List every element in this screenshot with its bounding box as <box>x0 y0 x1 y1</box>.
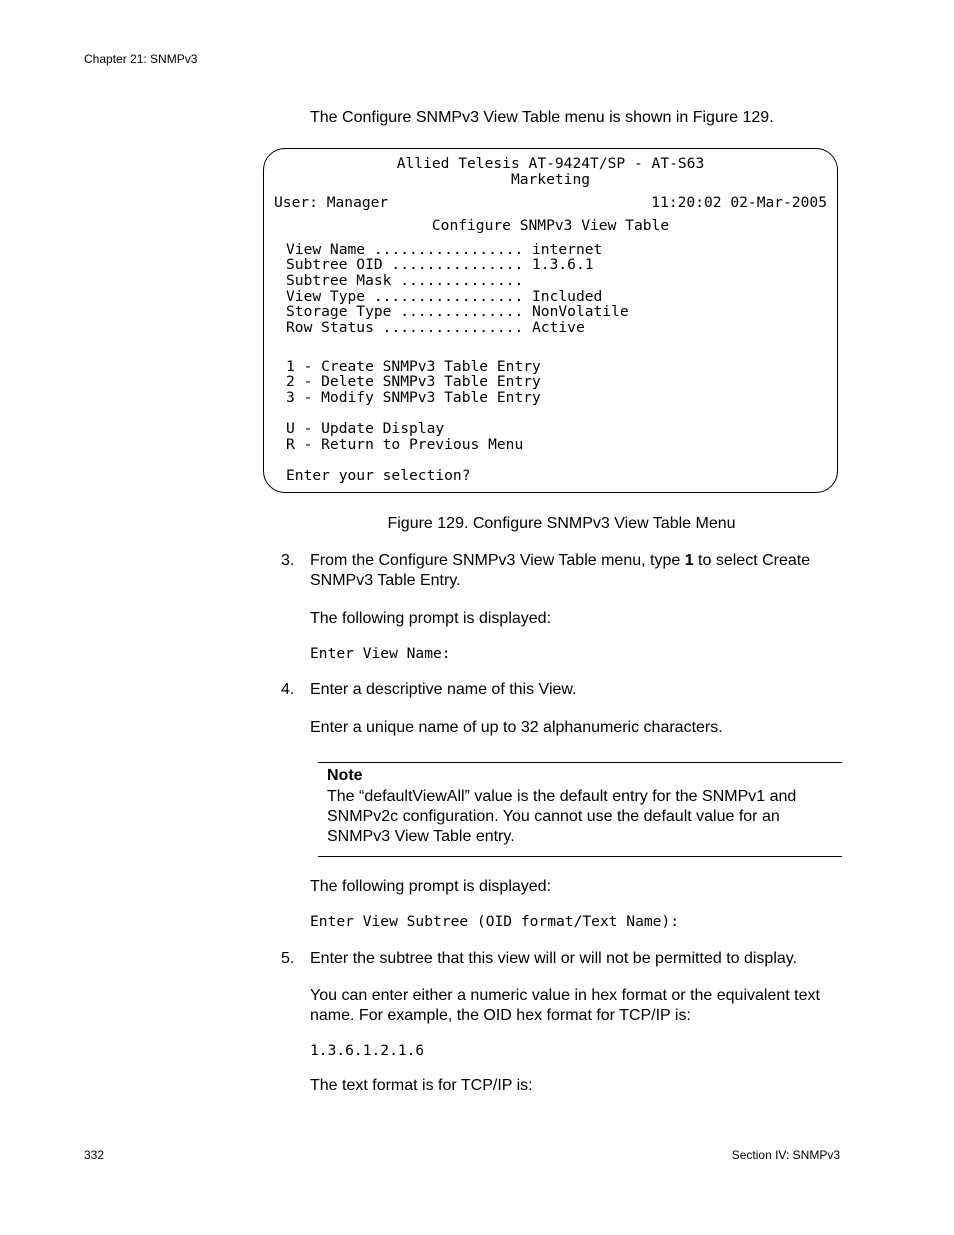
figure-caption: Figure 129. Configure SNMPv3 View Table Menu <box>387 515 736 532</box>
field-subtree-oid: Subtree OID ............... 1.3.6.1 <box>286 256 594 273</box>
section-footer: Section IV: SNMPv3 <box>731 1148 840 1162</box>
code-oid-example: 1.3.6.1.2.1.6 <box>310 1042 425 1059</box>
field-view-type: View Type ................. Included <box>286 288 603 305</box>
intro-paragraph: The Configure SNMPv3 View Table menu is shown in Figure 129. <box>310 109 774 126</box>
step-4-detail: Enter a unique name of up to 32 alphanumeric characters. <box>310 719 723 736</box>
step-4-number: 4. <box>281 681 295 698</box>
screen-title: Configure SNMPv3 View Table <box>431 217 670 234</box>
step-4-text: Enter a descriptive name of this View. <box>310 681 577 698</box>
note-bottom-rule <box>318 856 842 857</box>
note-text: The “defaultViewAll” value is the default entry for the SNMPv1 and SNMPv2c configuration. You cannot use the default value for an SNMPv3 View Table entry. <box>327 788 797 845</box>
menu-option-return[interactable]: R - Return to Previous Menu <box>286 436 524 453</box>
note-title: Note <box>327 767 363 784</box>
terminal-screen <box>263 148 838 493</box>
screen-datetime: 11:20:02 02-Mar-2005 <box>651 194 827 211</box>
note-top-rule <box>318 762 842 763</box>
step-3-text-pre: From the Configure SNMPv3 View Table menu, type <box>310 552 685 569</box>
code-enter-view-subtree: Enter View Subtree (OID format/Text Name): <box>310 913 680 930</box>
step-3-text <box>310 551 845 591</box>
field-subtree-mask: Subtree Mask .............. <box>286 272 524 289</box>
field-storage-type: Storage Type .............. NonVolatile <box>286 303 629 320</box>
step-3-number: 3. <box>281 552 295 569</box>
selection-prompt[interactable]: Enter your selection? <box>286 467 471 484</box>
screen-location: Marketing <box>510 171 591 188</box>
text-format-line: The text format is for TCP/IP is: <box>310 1077 533 1094</box>
page-number: 332 <box>84 1148 105 1162</box>
chapter-header: Chapter 21: SNMPv3 <box>84 52 198 66</box>
step-3-key: 1 <box>684 552 694 569</box>
menu-option-modify[interactable]: 3 - Modify SNMPv3 Table Entry <box>286 389 541 406</box>
step-5-detail: You can enter either a numeric value in hex format or the equivalent text name. For example, the OID hex format for TCP/IP is: <box>310 987 820 1024</box>
prompt-displayed-2: The following prompt is displayed: <box>310 878 552 895</box>
screen-company: Allied Telesis AT-9424T/SP - AT-S63 <box>396 155 705 172</box>
screen-user: User: Manager <box>274 194 389 211</box>
menu-option-create[interactable]: 1 - Create SNMPv3 Table Entry <box>286 358 541 375</box>
field-view-name: View Name ................. internet <box>286 241 603 258</box>
step-5-number: 5. <box>281 950 295 967</box>
prompt-displayed-1: The following prompt is displayed: <box>310 610 552 627</box>
code-enter-view-name: Enter View Name: <box>310 645 451 662</box>
menu-option-delete[interactable]: 2 - Delete SNMPv3 Table Entry <box>286 373 541 390</box>
step-3-text-post: to select Create SNMPv3 Table Entry. <box>310 552 811 589</box>
step-5-text: Enter the subtree that this view will or will not be permitted to display. <box>310 950 798 967</box>
menu-option-update[interactable]: U - Update Display <box>286 420 445 437</box>
field-row-status: Row Status ................ Active <box>286 319 585 336</box>
